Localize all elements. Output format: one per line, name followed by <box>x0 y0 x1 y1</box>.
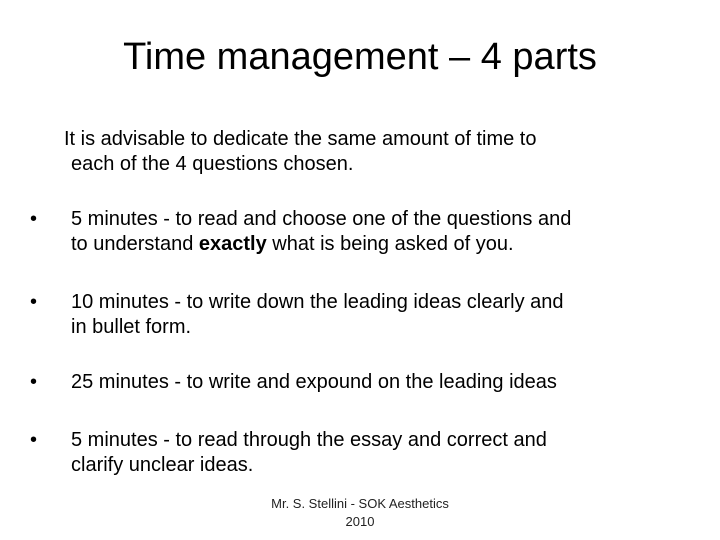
emphasis-text: exactly <box>198 233 267 255</box>
bullet-line-2: clarify unclear ideas. <box>71 454 254 476</box>
slide-title: Time management – 4 parts <box>123 36 597 78</box>
bullet-line-1: 25 minutes - to write and expound on the leading ideas <box>71 371 557 393</box>
bullet-line-1: 5 minutes - to read and choose one of the questions and <box>71 208 572 230</box>
bullet-line-1: 10 minutes - to write down the leading ideas clearly and <box>71 291 564 313</box>
bullet-text <box>71 370 691 395</box>
bullet-text <box>71 428 691 478</box>
bullet-line-2 <box>71 232 691 257</box>
footer-year: 2010 <box>345 514 375 529</box>
bullet-line-1: 5 minutes - to read through the essay and correct and <box>71 429 547 451</box>
bullet-icon: • <box>30 291 38 313</box>
bullet-line-2: in bullet form. <box>71 316 192 338</box>
footer-author: Mr. S. Stellini - SOK Aesthetics <box>271 496 449 511</box>
bullet-line-2-post: what is being asked of you. <box>266 233 514 255</box>
bullet-text <box>71 207 691 257</box>
slide-footer <box>240 495 480 531</box>
intro-line-2: each of the 4 questions chosen. <box>71 153 354 175</box>
intro-line-1: It is advisable to dedicate the same amount of time to <box>64 128 537 150</box>
bullet-icon: • <box>30 429 38 451</box>
bullet-line-2-pre: to understand <box>71 233 199 255</box>
bullet-icon: • <box>30 371 38 393</box>
intro-paragraph <box>64 127 684 177</box>
bullet-text <box>71 290 691 340</box>
bullet-icon: • <box>30 208 38 230</box>
